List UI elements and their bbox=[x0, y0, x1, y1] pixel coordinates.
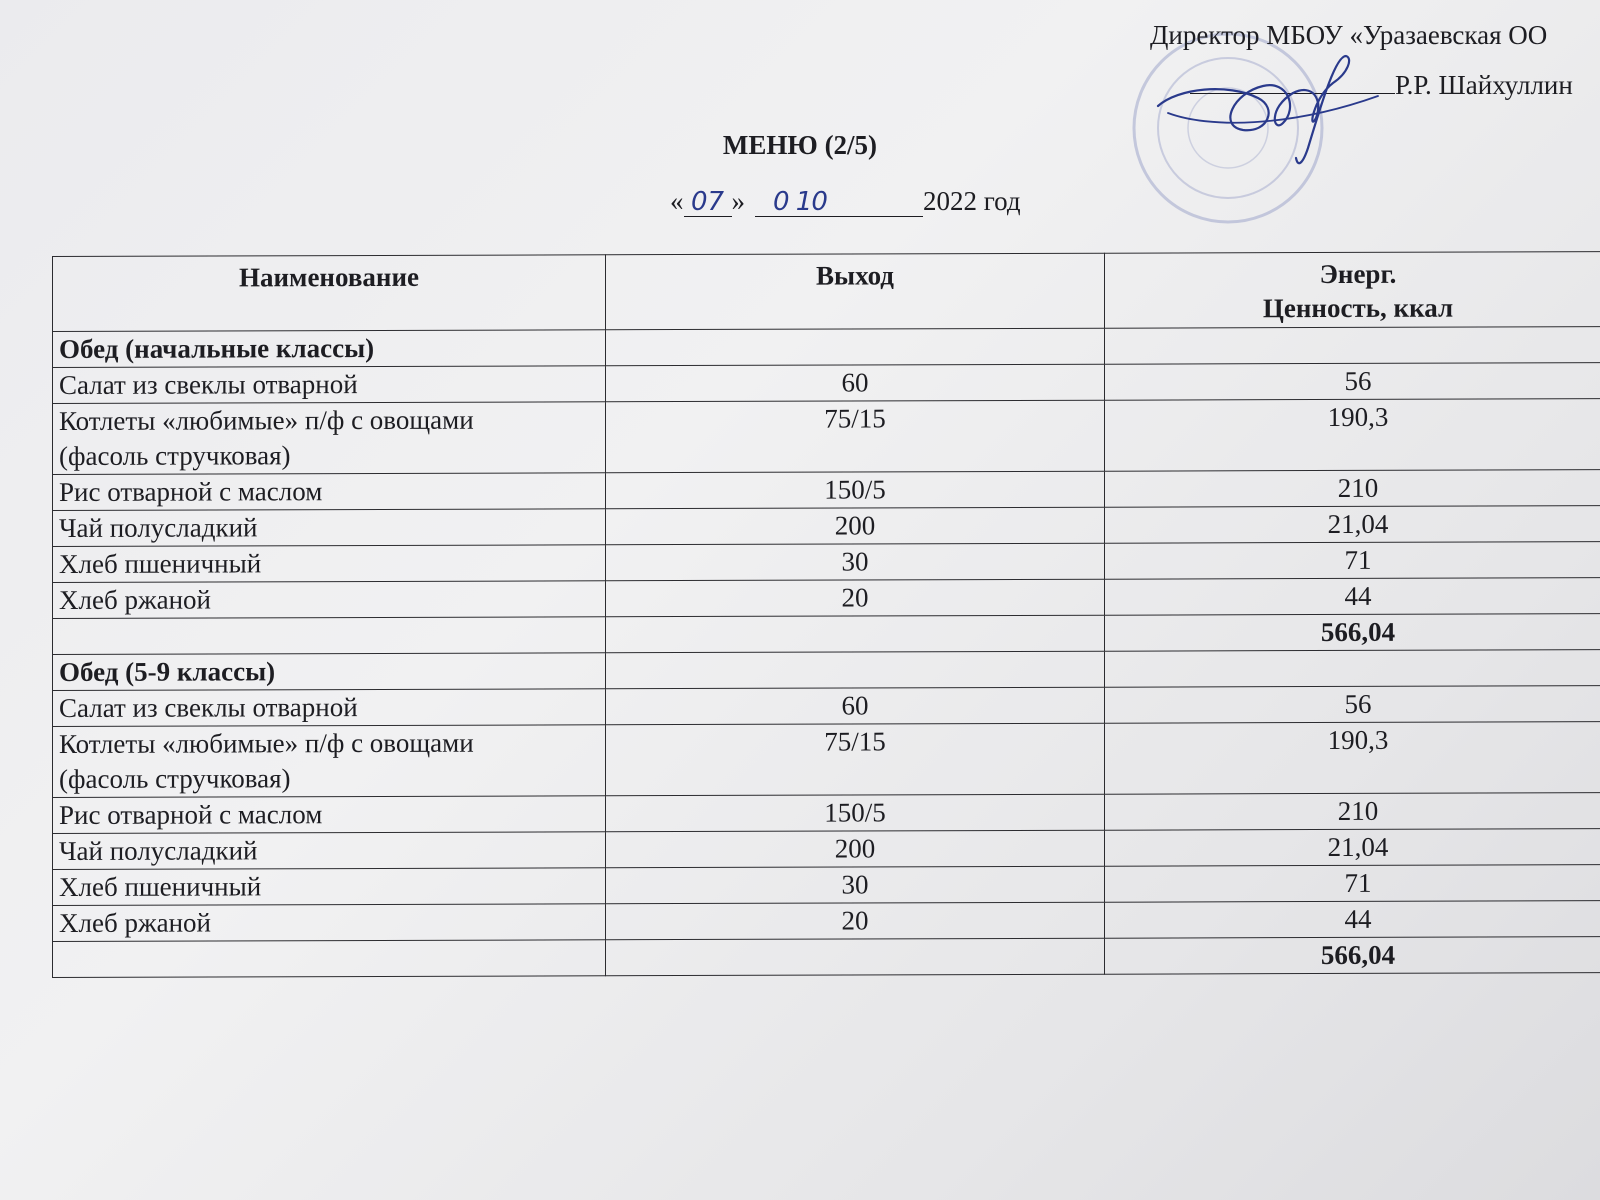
dish-name: Салат из свеклы отварной bbox=[53, 689, 606, 727]
header-energy-line2: Ценность, ккал bbox=[1262, 292, 1454, 324]
dish-energy: 56 bbox=[1105, 363, 1600, 401]
section-row bbox=[53, 650, 1600, 691]
dish-energy: 210 bbox=[1105, 470, 1600, 508]
dish-energy: 190,3 bbox=[1105, 722, 1600, 795]
date-line bbox=[670, 186, 1021, 217]
signature bbox=[1148, 38, 1408, 178]
dish-energy: 44 bbox=[1105, 578, 1600, 616]
table-row bbox=[53, 686, 1600, 727]
header-energy bbox=[1105, 252, 1600, 329]
dish-output: 150/5 bbox=[606, 471, 1105, 509]
table-row bbox=[53, 578, 1600, 619]
dish-output: 200 bbox=[606, 830, 1105, 868]
dish-output: 30 bbox=[606, 866, 1105, 904]
date-year: 2022 год bbox=[923, 186, 1021, 216]
table-row bbox=[53, 901, 1600, 942]
dish-energy: 71 bbox=[1105, 542, 1600, 580]
table-row bbox=[53, 363, 1600, 404]
header-name: Наименование bbox=[53, 255, 606, 332]
dish-name: Чай полусладкий bbox=[53, 509, 606, 547]
total-row bbox=[53, 614, 1600, 655]
table-row bbox=[53, 829, 1600, 870]
table-row bbox=[53, 399, 1600, 475]
dish-energy: 21,04 bbox=[1105, 506, 1600, 544]
date-close-quote: » bbox=[731, 186, 745, 216]
section-title: Обед (5-9 классы) bbox=[53, 653, 606, 691]
date-open-quote: « bbox=[670, 186, 684, 216]
dish-output: 60 bbox=[606, 364, 1105, 402]
dish-output: 20 bbox=[606, 902, 1105, 940]
dish-name: Хлеб пшеничный bbox=[53, 868, 606, 906]
dish-name: Чай полусладкий bbox=[53, 832, 606, 870]
date-month: 0 10 bbox=[755, 188, 923, 217]
dish-energy: 44 bbox=[1105, 901, 1600, 939]
dish-name-line1: Котлеты «любимые» п/ф с овощами bbox=[59, 727, 474, 759]
dish-name bbox=[53, 402, 606, 475]
date-day: 07 bbox=[684, 188, 732, 217]
total-energy: 566,04 bbox=[1105, 937, 1600, 975]
dish-name-line1: Котлеты «любимые» п/ф с овощами bbox=[59, 404, 474, 436]
dish-name-line2: (фасоль стручковая) bbox=[59, 763, 291, 794]
table-row bbox=[53, 722, 1600, 798]
table-row bbox=[53, 865, 1600, 906]
section-row bbox=[53, 327, 1600, 368]
header-energy-line1: Энерг. bbox=[1319, 258, 1397, 290]
dish-name: Рис отварной с маслом bbox=[53, 473, 606, 511]
section-primary bbox=[53, 327, 1600, 655]
director-name: Р.Р. Шайхуллин bbox=[1395, 70, 1573, 100]
dish-energy: 56 bbox=[1105, 686, 1600, 724]
table-header-row bbox=[53, 252, 1600, 332]
approval-title: Директор МБОУ «Уразаевская ОО bbox=[1150, 20, 1548, 50]
section-title: Обед (начальные классы) bbox=[53, 330, 606, 368]
dish-output: 150/5 bbox=[606, 794, 1105, 832]
dish-energy: 21,04 bbox=[1105, 829, 1600, 867]
menu-table bbox=[52, 251, 1600, 978]
dish-output: 20 bbox=[606, 579, 1105, 617]
dish-output: 75/15 bbox=[606, 723, 1105, 796]
dish-output: 75/15 bbox=[606, 400, 1105, 473]
table-row bbox=[53, 793, 1600, 834]
total-row bbox=[53, 937, 1600, 978]
page-title: МЕНЮ (2/5) bbox=[722, 130, 878, 160]
dish-energy: 190,3 bbox=[1105, 399, 1600, 472]
dish-name-line2: (фасоль стручковая) bbox=[59, 440, 291, 471]
dish-name: Рис отварной с маслом bbox=[53, 796, 606, 834]
dish-name: Салат из свеклы отварной bbox=[53, 366, 606, 404]
dish-output: 200 bbox=[606, 507, 1105, 545]
dish-name: Хлеб пшеничный bbox=[53, 545, 606, 583]
header-output: Выход bbox=[606, 253, 1105, 330]
dish-energy: 71 bbox=[1105, 865, 1600, 903]
section-middle bbox=[53, 650, 1600, 978]
dish-energy: 210 bbox=[1105, 793, 1600, 831]
total-energy: 566,04 bbox=[1105, 614, 1600, 652]
dish-name: Хлеб ржаной bbox=[53, 581, 606, 619]
dish-output: 60 bbox=[606, 687, 1105, 725]
table-row bbox=[53, 506, 1600, 547]
table-row bbox=[53, 542, 1600, 583]
table-row bbox=[53, 470, 1600, 511]
dish-name bbox=[53, 725, 606, 798]
dish-name: Хлеб ржаной bbox=[53, 904, 606, 942]
dish-output: 30 bbox=[606, 543, 1105, 581]
